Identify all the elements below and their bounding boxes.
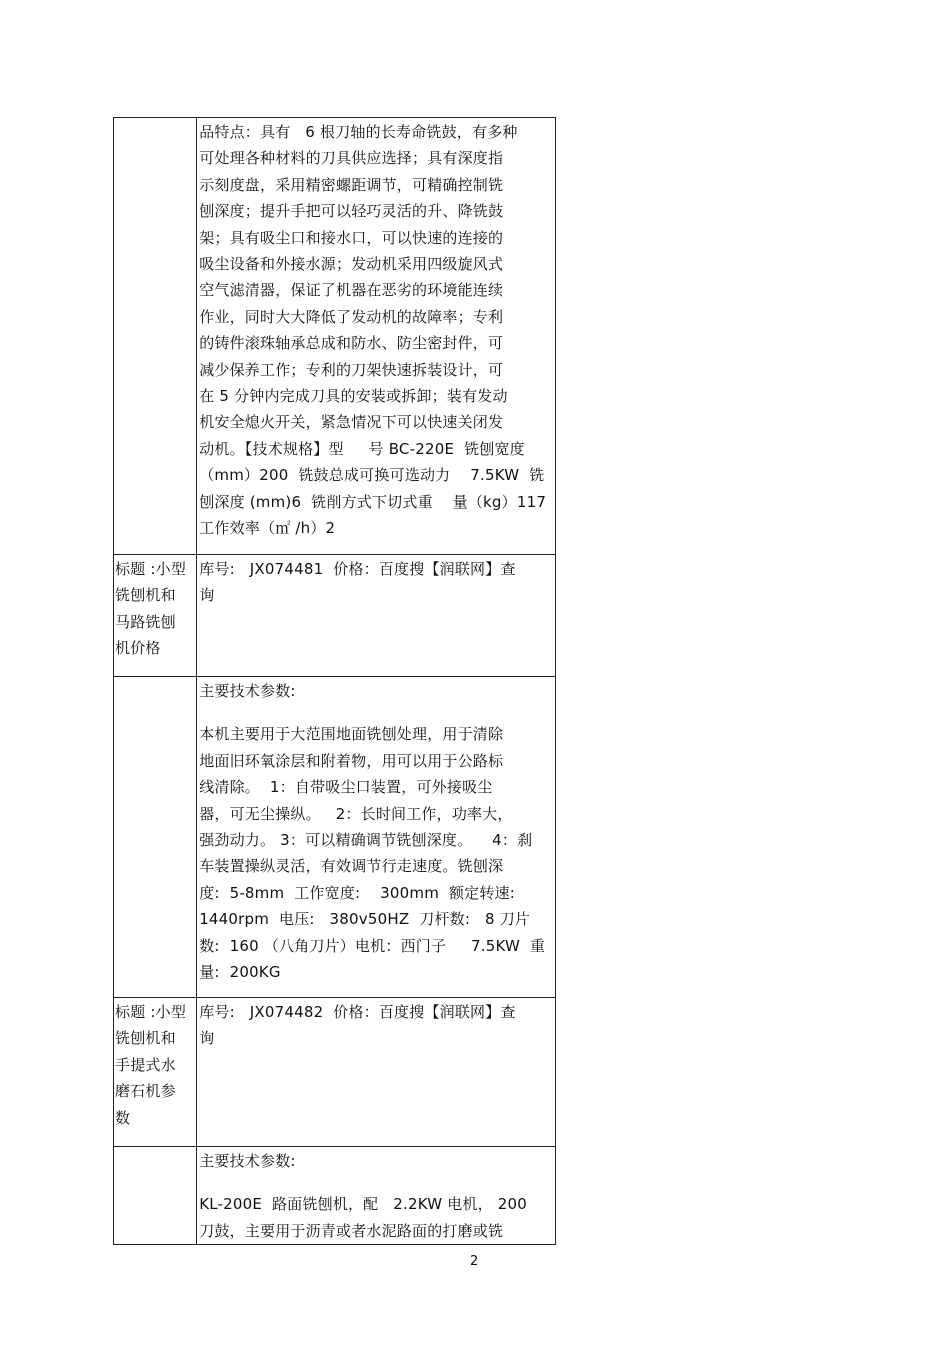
content-line: 度: 5-8mm 工作宽度: 300mm 额定转速: xyxy=(199,883,516,902)
content-paragraph xyxy=(197,1147,555,1174)
title-line: 磨石机参 xyxy=(115,1082,176,1101)
table-row xyxy=(114,118,556,555)
content-line: 线清除。 1：自带吸尘口装置，可外接吸尘 xyxy=(199,778,493,797)
title-text xyxy=(114,998,196,1131)
content-line: 空气滤清器，保证了机器在恶劣的环境能连续 xyxy=(199,281,504,300)
content-line: 的铸件滚珠轴承总成和防水、防尘密封件，可 xyxy=(199,334,504,353)
title-cell xyxy=(114,677,197,998)
title-cell xyxy=(114,118,197,555)
content-paragraph xyxy=(197,555,555,609)
content-line: 量: 200KG xyxy=(199,963,281,982)
title-line: 铣刨机和 xyxy=(115,1029,176,1048)
content-line: 刨深度 (mm)6 铣削方式下切式重 量（kg）117 xyxy=(199,492,547,511)
title-line: 标题 :小型 xyxy=(115,560,187,578)
content-line: 主要技术参数: xyxy=(199,682,296,700)
content-line: 刨深度；提升手把可以轻巧灵活的升、降铣鼓 xyxy=(199,202,504,221)
content-line: 强劲动力。 3：可以精确调节铣刨深度。 4：刹 xyxy=(199,831,533,850)
page-number: 2 xyxy=(470,1254,479,1269)
content-line: 刀鼓，主要用于沥青或者水泥路面的打磨或铣 xyxy=(199,1221,504,1240)
content-line: 示刻度盘，采用精密螺距调节，可精确控制铣 xyxy=(199,175,504,194)
content-cell xyxy=(197,677,556,998)
title-line: 机价格 xyxy=(115,639,161,658)
table-row xyxy=(114,1147,556,1245)
content-cell xyxy=(197,118,556,555)
content-line: 工作效率（㎡ /h）2 xyxy=(199,519,336,538)
title-cell xyxy=(114,555,197,677)
content-line: 在 5 分钟内完成刀具的安装或拆卸；装有发动 xyxy=(199,387,508,406)
title-line: 马路铣刨 xyxy=(115,612,176,631)
table-row xyxy=(114,555,556,677)
content-cell xyxy=(197,1147,556,1245)
content-paragraph xyxy=(197,1190,555,1244)
content-line: 作业，同时大大降低了发动机的故障率；专利 xyxy=(199,307,504,326)
title-cell xyxy=(114,1147,197,1245)
content-cell xyxy=(197,555,556,677)
content-line: 地面旧环氧涂层和附着物，用可以用于公路标 xyxy=(199,751,504,770)
content-line: 可处理各种材料的刀具供应选择；具有深度指 xyxy=(199,149,504,168)
title-line: 标题 :小型 xyxy=(115,1003,187,1021)
content-line: 询 xyxy=(199,586,215,605)
title-text xyxy=(114,555,196,662)
content-paragraph xyxy=(197,118,555,542)
content-line: 车装置操纵灵活，有效调节行走速度。铣刨深 xyxy=(199,857,504,876)
content-cell xyxy=(197,998,556,1147)
content-line: （mm）200 铣鼓总成可换可选动力 7.5KW 铣 xyxy=(199,466,545,485)
content-line: 动机。【技术规格】型 号 BC-220E 铣刨宽度 xyxy=(199,439,525,458)
title-line: 手提式水 xyxy=(115,1055,176,1074)
spec-table xyxy=(113,117,556,1245)
content-line: 架；具有吸尘口和接水口，可以快速的连接的 xyxy=(199,228,504,247)
content-line: 器，可无尘操纵。 2：长时间工作，功率大， xyxy=(199,804,513,823)
content-line: 机安全熄火开关，紧急情况下可以快速关闭发 xyxy=(199,413,504,432)
content-line: 库号: JX074482 价格：百度搜【润联网】查 xyxy=(199,1003,516,1021)
title-line: 铣刨机和 xyxy=(115,586,176,605)
content-paragraph xyxy=(197,720,555,985)
content-line: 本机主要用于大范围地面铣刨处理，用于清除 xyxy=(199,725,504,744)
title-cell xyxy=(114,998,197,1147)
content-paragraph xyxy=(197,677,555,704)
content-line: 主要技术参数: xyxy=(199,1152,296,1170)
content-line: 减少保养工作；专利的刀架快速拆装设计，可 xyxy=(199,360,504,379)
content-line: 数: 160 （八角刀片）电机：西门子 7.5KW 重 xyxy=(199,936,546,955)
content-line: 库号: JX074481 价格：百度搜【润联网】查 xyxy=(199,560,516,578)
content-paragraph xyxy=(197,998,555,1052)
content-line: 品特点：具有 6 根刀轴的长寿命铣鼓，有多种 xyxy=(199,123,518,141)
content-line: KL-200E 路面铣刨机，配 2.2KW 电机， 200 xyxy=(199,1195,528,1214)
table-row xyxy=(114,677,556,998)
content-line: 询 xyxy=(199,1029,215,1048)
table-row xyxy=(114,998,556,1147)
content-line: 吸尘设备和外接水源；发动机采用四级旋风式 xyxy=(199,255,504,274)
title-line: 数 xyxy=(115,1108,131,1127)
content-line: 1440rpm 电压: 380v50HZ 刀杆数: 8 刀片 xyxy=(199,910,531,929)
